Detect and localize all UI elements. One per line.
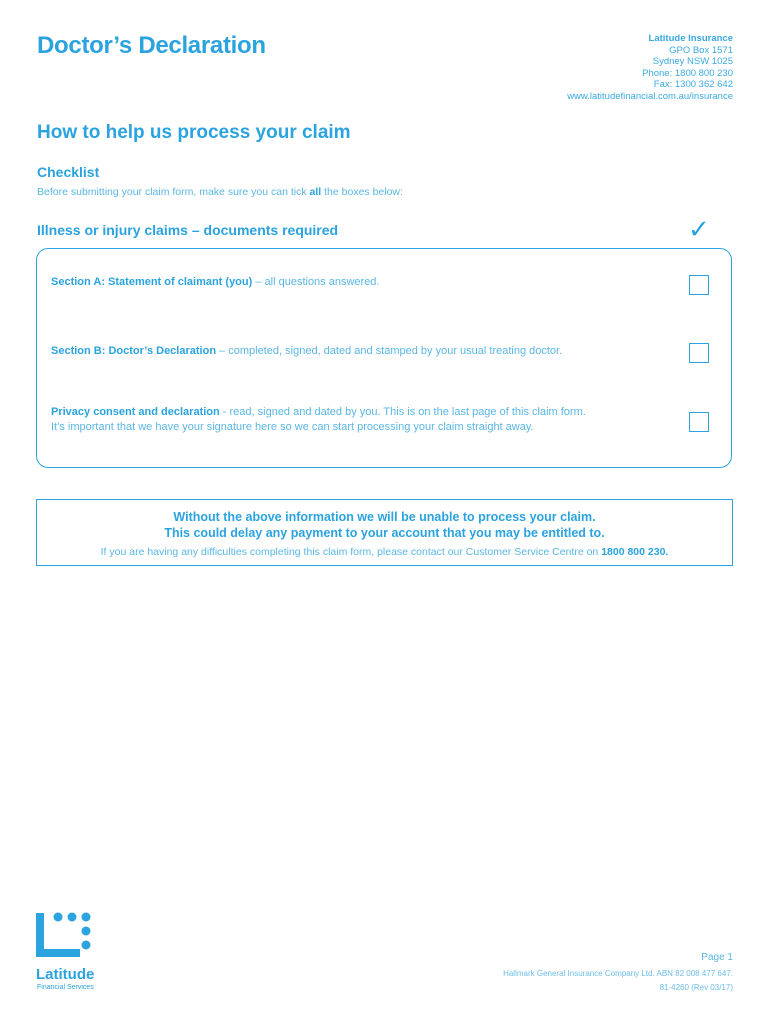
checklist-heading: Checklist	[37, 164, 100, 180]
item-text: - read, signed and dated by you. This is on the last page of this claim form.	[219, 406, 586, 418]
checklist-item-section-b	[51, 344, 671, 359]
item-text: – all questions answered.	[252, 276, 380, 288]
page-number: Page 1	[701, 952, 733, 963]
latitude-logo-icon	[36, 912, 96, 968]
checkmark-icon: ✓	[688, 214, 710, 244]
checklist-item-section-a	[51, 275, 671, 290]
item-text-line2: It’s important that we have your signature here so we can start processing your claim straight away.	[51, 421, 534, 433]
checkbox-section-a[interactable]	[689, 275, 709, 295]
checkbox-section-b[interactable]	[689, 343, 709, 363]
item-title: Privacy consent and declaration	[51, 406, 220, 418]
checklist-item-privacy	[51, 405, 671, 435]
documents-heading: Illness or injury claims – documents required	[37, 222, 339, 238]
company-name: Latitude Insurance	[648, 33, 733, 44]
notice-box	[36, 499, 733, 566]
notice-warning-line2: This could delay any payment to your account that you may be entitled to.	[164, 526, 605, 540]
footer-company: Hallmark General Insurance Company Ltd. ABN 82 008 477 647.	[503, 969, 733, 978]
section-heading: How to help us process your claim	[37, 122, 351, 143]
logo-wordmark: Latitude	[36, 966, 95, 983]
item-text: – completed, signed, dated and stamped by your usual treating doctor.	[216, 345, 563, 357]
notice-warning-line1: Without the above information we will be unable to process your claim.	[173, 510, 596, 524]
logo-subtitle: Financial Services	[37, 984, 94, 991]
po-box: GPO Box 1571	[669, 44, 733, 56]
website-link[interactable]: www.latitudefinancial.com.au/insurance	[567, 90, 733, 102]
checkbox-privacy[interactable]	[689, 412, 709, 432]
company-address-block	[567, 33, 733, 103]
contact-text: If you are having any difficulties completing this claim form, please contact our Customer Service Centre on	[100, 546, 602, 558]
intro-text-end: the boxes below:	[321, 186, 403, 198]
item-title: Section B: Doctor’s Declaration	[51, 345, 217, 357]
item-title: Section A: Statement of claimant (you)	[51, 276, 253, 288]
intro-bold: all	[309, 186, 322, 198]
city: Sydney NSW 1025	[652, 56, 733, 68]
fax: Fax: 1300 362 642	[653, 79, 733, 91]
page-title: Doctor’s Declaration	[37, 32, 266, 59]
phone: Phone: 1800 800 230	[642, 67, 733, 79]
checklist-intro	[37, 186, 403, 198]
notice-contact	[37, 546, 732, 558]
footer-form-ref: 81-4260 (Rev 03/17)	[659, 983, 733, 992]
contact-phone: 1800 800 230.	[601, 546, 669, 558]
intro-text: Before submitting your claim form, make sure you can tick	[37, 186, 310, 198]
